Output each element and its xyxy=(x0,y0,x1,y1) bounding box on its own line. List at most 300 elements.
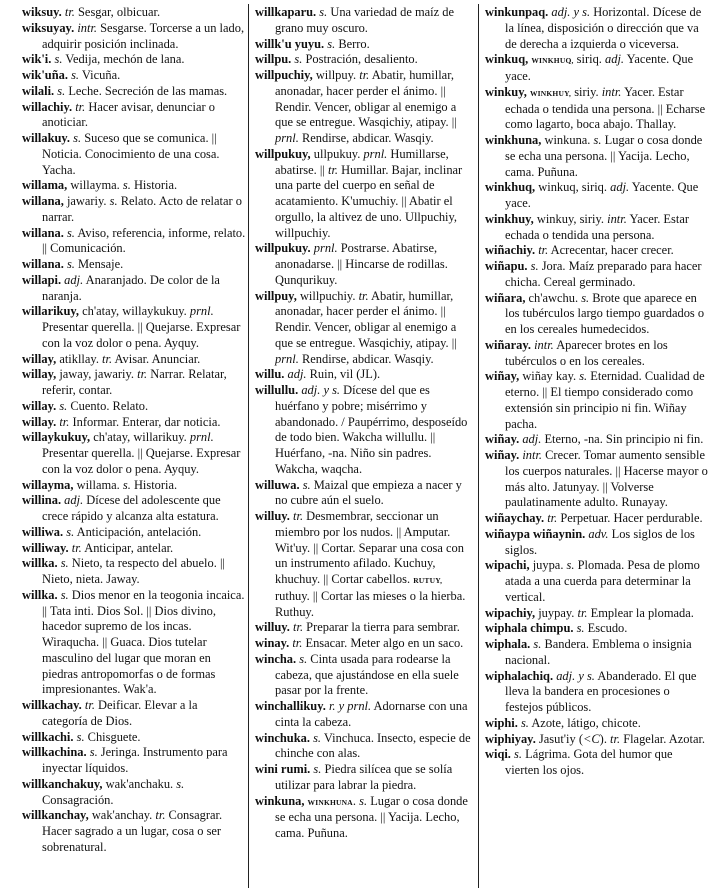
entry-definition-text: willpuy. xyxy=(312,68,357,82)
dictionary-entry xyxy=(485,511,709,527)
entry-headword: wipachiy, xyxy=(485,605,536,620)
entry-grammar-label: s. xyxy=(54,83,66,98)
entry-grammar-label: tr. xyxy=(289,636,303,650)
dictionary-entry xyxy=(22,84,246,100)
dictionary-entry xyxy=(485,338,709,370)
entry-definition-text: jawariy. xyxy=(63,194,107,208)
entry-headword: wiñaychay. xyxy=(485,511,545,525)
entry-headword: willpu. xyxy=(255,52,292,67)
entry-headword: willkachina. xyxy=(22,745,87,760)
entry-headword: wiñara, xyxy=(485,290,526,305)
entry-grammar-label: s. xyxy=(51,52,63,67)
dictionary-entry xyxy=(22,257,246,273)
entry-definition-text: Azote, látigo, chicote. xyxy=(528,715,641,730)
dictionary-entry xyxy=(255,147,474,242)
entry-headword: wiphala. xyxy=(485,637,531,651)
entry-definition-text: Consagración. xyxy=(42,792,114,807)
entry-headword: willana. xyxy=(22,257,64,271)
entry-headword: willpuy, xyxy=(255,288,297,303)
dictionary-entry xyxy=(485,621,709,637)
entry-definition-text: Desmembrar, seccionar un miembro por los nudos. || Amputar. Wit'uy. || Cortar. Separar una cosa con un instrumento afilado. Kuchuy, khuchuy. || Cortar cabellos. xyxy=(275,509,464,586)
entry-grammar-label: s. xyxy=(510,747,522,762)
entry-definition-text: Anaranjado. De color de la naranja. xyxy=(42,272,220,303)
entry-definition-text: Perpetuar. Hacer perdurable. xyxy=(557,511,703,525)
entry-grammar-label: adj. xyxy=(284,367,307,382)
entry-grammar-label: tr. xyxy=(544,511,558,525)
entry-grammar-label: s. xyxy=(119,477,131,492)
entry-definition-text: wak'anchay. xyxy=(88,808,153,823)
entry-headword: wilali. xyxy=(22,83,55,98)
entry-grammar-label: adj. y s. xyxy=(553,668,595,683)
entry-definition-text: Vicuña. xyxy=(79,68,121,82)
entry-definition-text: willpuchiy. xyxy=(296,288,356,303)
dictionary-entry xyxy=(255,289,474,368)
dictionary-entry xyxy=(22,478,246,494)
entry-headword: winkuna, xyxy=(255,793,305,808)
entry-definition-text: Dícese del adolescente que crece rápido y alcanza alta estatura. xyxy=(42,493,221,523)
dictionary-entry xyxy=(22,493,246,525)
entry-grammar-label: tr. xyxy=(574,605,588,620)
entry-definition-text: Chisguete. xyxy=(84,729,141,744)
column-1 xyxy=(22,5,246,856)
entry-grammar-label: intr. xyxy=(74,20,98,35)
entry-definition-text: ch'atay, willaykukuy. xyxy=(79,304,187,319)
column-3 xyxy=(485,5,709,779)
dictionary-entry xyxy=(22,352,246,368)
entry-definition-text: Una variedad de maíz de grano muy oscuro. xyxy=(275,5,454,35)
dictionary-entry xyxy=(485,212,709,244)
entry-definition-text: . xyxy=(352,793,357,808)
entry-grammar-label: prnl. xyxy=(275,351,299,366)
dictionary-entry xyxy=(255,509,474,620)
entry-headword: winkhuq, xyxy=(485,180,536,195)
dictionary-entry xyxy=(22,745,246,777)
entry-definition-text: Consagrar. Hacer sagrado a un lugar, cosa o ser sobrenatural. xyxy=(42,808,223,854)
entry-grammar-label: adj. y s. xyxy=(548,5,591,19)
dictionary-entry xyxy=(255,5,474,37)
dictionary-entry xyxy=(255,636,474,652)
dictionary-entry xyxy=(255,241,474,288)
entry-headword: winkunpaq. xyxy=(485,5,549,19)
entry-definition-text: Eternidad. Cualidad de eterno. || El tiempo considerado como extensión sin principio ni fin. Wiñay pacha. xyxy=(505,369,705,431)
entry-definition-text: Maizal que empieza a nacer y no cubre aún el suelo. xyxy=(275,477,462,508)
entry-grammar-label: s. xyxy=(57,587,69,602)
entry-definition-text: Bandera. Emblema o insignia nacional. xyxy=(505,637,692,667)
entry-headword: winay. xyxy=(255,636,290,650)
dictionary-entry xyxy=(485,448,709,511)
entry-definition-text: Abatir, humillar, anonadar, hacer perder el ánimo. || Rendir. Vencer, obligar al enemigo a que se entregue. Wasqichiy, atipay. || xyxy=(275,288,457,350)
entry-headword: williwa. xyxy=(22,524,64,539)
entry-grammar-label: adj. xyxy=(607,180,630,195)
entry-grammar-label: s. xyxy=(86,745,98,760)
dictionary-entry xyxy=(22,21,246,53)
entry-grammar-label: s. xyxy=(173,776,185,791)
entry-definition-text: Rendirse, abdicar. Wasqiy. xyxy=(298,131,434,145)
entry-headword: willay, xyxy=(22,351,57,366)
entry-headword: willay. xyxy=(22,414,57,429)
entry-headword: wincha. xyxy=(255,651,297,666)
entry-headword: willpukuy. xyxy=(255,241,311,256)
entry-grammar-label: tr. xyxy=(535,243,549,258)
entry-grammar-label: tr. xyxy=(289,620,304,635)
entry-definition-text: Los siglos de los siglos. xyxy=(505,526,695,557)
entry-definition-text: Postración, desaliento. xyxy=(302,52,418,67)
entry-definition-text: Informar. Enterar, dar noticia. xyxy=(69,414,221,429)
dictionary-entry xyxy=(255,652,474,699)
entry-grammar-label: tr. xyxy=(68,540,82,555)
dictionary-entry xyxy=(22,226,246,258)
entry-grammar-label: prnl. xyxy=(186,430,214,445)
entry-headword: willkanchakuy, xyxy=(22,776,103,791)
entry-definition-text: Jeringa. Instrumento para inyectar líquidos. xyxy=(42,745,228,775)
entry-headword: wiñaray. xyxy=(485,337,531,352)
dictionary-entry xyxy=(22,698,246,730)
entry-definition-text: Postrarse. Abatirse, anonadarse. || Hincarse de rodillas. Qunqurikuy. xyxy=(275,241,448,287)
dictionary-entry xyxy=(22,777,246,809)
entry-definition-text: Lágrima. Gota del humor que vierten los ojos. xyxy=(505,747,673,777)
entry-headword: wiphi. xyxy=(485,715,518,730)
dictionary-entry xyxy=(485,637,709,669)
entry-headword: willachiy. xyxy=(22,99,73,114)
entry-headword: wini rumi. xyxy=(255,762,311,776)
entry-definition-text: winkuq, siriq. xyxy=(535,180,608,195)
entry-definition-text: jaway, jawariy. xyxy=(56,367,135,382)
entry-definition-text: Emplear la plomada. xyxy=(587,605,694,620)
dictionary-entry xyxy=(22,588,246,698)
entry-definition-text: Eterno, -na. Sin principio ni fin. xyxy=(541,432,704,447)
dictionary-entry xyxy=(22,194,246,226)
entry-grammar-label: intr. xyxy=(530,337,554,352)
entry-definition-text: winkuy, siriy. xyxy=(533,211,604,226)
entry-grammar-label: tr. xyxy=(356,68,370,82)
entry-grammar-label: adj. xyxy=(61,493,84,508)
entry-grammar-label: s. xyxy=(63,257,75,271)
entry-headword: wiksuy. xyxy=(22,5,62,19)
entry-headword: wiñay, xyxy=(485,369,520,384)
entry-headword: wiñapu. xyxy=(485,259,528,273)
entry-grammar-label: s. xyxy=(590,133,602,147)
entry-definition-text: wiñay kay. xyxy=(519,369,577,384)
entry-grammar-label: s. xyxy=(63,225,75,240)
dictionary-entry xyxy=(22,273,246,305)
entry-headword: willka. xyxy=(22,587,58,602)
dictionary-entry xyxy=(22,730,246,746)
entry-headword: willarikuy, xyxy=(22,304,80,319)
entry-headword: willk'u yuyu. xyxy=(255,36,325,51)
entry-definition-text: Deificar. Elevar a la categoría de Dios. xyxy=(42,698,198,728)
entry-definition-text: Historia. xyxy=(130,178,178,193)
entry-grammar-label: tr. xyxy=(134,367,148,382)
column-2 xyxy=(255,5,474,842)
entry-definition-text: Sesgarse. Torcerse a un lado, adquirir posición inclinada. xyxy=(42,20,245,51)
dictionary-entry xyxy=(485,747,709,779)
entry-headword: williway. xyxy=(22,540,69,555)
dictionary-entry xyxy=(255,794,474,842)
entry-grammar-label: s. xyxy=(576,369,588,384)
entry-grammar-label: s. xyxy=(57,556,69,571)
entry-headword: wiksuyay. xyxy=(22,20,75,35)
entry-definition-text: Narrar. Relatar, referir, contar. xyxy=(42,367,227,397)
entry-headword: willaykukuy, xyxy=(22,430,91,445)
dictionary-entry xyxy=(22,367,246,399)
entry-grammar-label: s. xyxy=(578,290,590,305)
entry-smallcaps-variant: WINKHUQ, xyxy=(531,56,574,66)
entry-headword: winchallikuy. xyxy=(255,699,326,713)
entry-definition-text: siriq. xyxy=(573,52,602,67)
entry-definition-text: Horizontal. Dícese de la línea, disposición o dirección que va de derecha a izquierda o viceversa. xyxy=(505,5,702,51)
entry-headword: wik'uña. xyxy=(22,68,68,82)
entry-grammar-label: s. xyxy=(296,651,308,666)
entry-headword: wiñay. xyxy=(485,432,520,447)
entry-definition-text: Avisar. Anunciar. xyxy=(112,351,201,366)
entry-headword: willpuchiy, xyxy=(255,68,313,82)
entry-definition-text: willayma. xyxy=(67,178,120,193)
entry-definition-text: Dícese del que es huérfano y pobre; misérrimo y abandonado. / Paupérrimo, desposeído de todo bien. Wakcha willullu. || Huérfano, -na. Niño sin padres. Wakcha, waqcha. xyxy=(275,383,468,476)
entry-definition-text: Berro. xyxy=(335,36,370,51)
entry-definition-text: Ensacar. Meter algo en un saco. xyxy=(302,636,464,650)
entry-definition-text: ). xyxy=(599,731,607,746)
entry-grammar-label: r. y prnl. xyxy=(325,699,372,713)
entry-definition-text: Adornarse con una cinta la cabeza. xyxy=(275,699,468,729)
entry-grammar-label: s. xyxy=(316,5,328,19)
entry-definition-text: ch'awchu. xyxy=(525,290,579,305)
entry-definition-text: Dios menor en la teogonia incaica. || Tata inti. Dios Sol. || Dios divino, hacedor supremo de los incas. Wiraqucha. || Guaca. Dios tutelar masculino del lugar que moran en piedras antropomorfas o de formas impresionantes. Wak'a. xyxy=(42,587,245,697)
entry-definition-text: Yacente. Que yace. xyxy=(505,180,699,210)
dictionary-entry xyxy=(255,52,474,68)
dictionary-entry xyxy=(22,556,246,588)
entry-headword: wiphala chimpu. xyxy=(485,621,574,636)
entry-definition-text: wak'anchaku. xyxy=(102,776,174,791)
dictionary-entry xyxy=(485,606,709,622)
dictionary-entry xyxy=(485,85,709,133)
entry-definition-text: juypay. xyxy=(535,605,575,620)
entry-grammar-label: adj. y s. xyxy=(298,383,341,397)
entry-grammar-label: prnl. xyxy=(360,146,388,161)
entry-grammar-label: tr. xyxy=(324,162,339,177)
entry-definition-text: Flagelar. Azotar. xyxy=(620,731,706,746)
entry-definition-text: Anticipar, antelar. xyxy=(81,540,174,555)
dictionary-entry xyxy=(22,399,246,415)
entry-headword: winkhuna, xyxy=(485,133,542,147)
entry-definition-text: Relato. Acto de relatar o narrar. xyxy=(42,194,242,224)
dictionary-entry xyxy=(22,5,246,21)
entry-definition-text: Rendirse, abdicar. Wasqiy. xyxy=(298,351,434,366)
entry-grammar-label: s. xyxy=(356,793,368,808)
dictionary-entry xyxy=(485,432,709,448)
dictionary-entry xyxy=(22,68,246,84)
entry-smallcaps-variant: WINKHUY, xyxy=(529,88,572,98)
entry-smallcaps-variant: RUTUY, xyxy=(413,576,443,585)
entry-grammar-label: s. xyxy=(309,730,322,745)
entry-headword: winkuq, xyxy=(485,52,529,67)
entry-definition-text: Humillar. Bajar, inclinar una parte del cuerpo en señal de acatamiento. K'umuchiy. || Abatir el orgullo, la altivez de uno. Ullpuchiy, willpuchiy. xyxy=(275,162,463,240)
entry-grammar-label: s. xyxy=(119,178,131,193)
dictionary-entry xyxy=(22,808,246,855)
entry-headword: willkachi. xyxy=(22,729,74,744)
entry-definition-text: Ruin, vil (JL). xyxy=(306,367,381,382)
entry-definition-text: willama. xyxy=(73,477,120,492)
entry-headword: willuy. xyxy=(255,620,290,635)
entry-definition-text: Jora. Maíz preparado para hacer chicha. Cereal germinado. xyxy=(505,259,702,289)
entry-grammar-label: adj. xyxy=(61,272,84,287)
entry-grammar-label: s. xyxy=(324,36,336,51)
entry-definition-text: juypa. xyxy=(529,558,564,573)
entry-definition-text: Sesgar, olbicuar. xyxy=(74,5,161,19)
dictionary-entry xyxy=(22,178,246,194)
entry-headword: wiphalachiq. xyxy=(485,668,554,683)
entry-definition-text: Presentar querella. || Quejarse. Expresar con la voz dolor o pena. Ayquy. xyxy=(42,320,241,350)
entry-headword: willana, xyxy=(22,194,64,208)
entry-definition-text: Aparecer brotes en los tubérculos o en los cereales. xyxy=(505,337,668,368)
dictionary-entry xyxy=(22,415,246,431)
entry-headword: willkachay. xyxy=(22,698,82,712)
dictionary-entry xyxy=(22,131,246,178)
dictionary-entry xyxy=(485,369,709,432)
entry-definition-text: ullpukuy. xyxy=(310,146,361,161)
entry-definition-text: ch'atay, willarikuy. xyxy=(90,430,187,445)
entry-grammar-label: tr. xyxy=(56,414,70,429)
entry-headword: willayma, xyxy=(22,477,74,492)
dictionary-entry xyxy=(485,133,709,180)
entry-grammar-label: s. xyxy=(63,524,75,539)
entry-definition-text: Cuento. Relato. xyxy=(67,398,149,413)
entry-headword: willpukuy, xyxy=(255,146,311,161)
entry-smallcaps-variant: WINKHUNA xyxy=(307,797,353,807)
entry-definition-text: siriy. xyxy=(571,84,599,99)
dictionary-entry xyxy=(485,180,709,212)
entry-headword: willay, xyxy=(22,367,57,382)
entry-grammar-label: prnl. xyxy=(186,304,214,319)
entry-grammar-label: tr. xyxy=(289,509,304,523)
entry-headword: willu. xyxy=(255,367,285,382)
entry-definition-text: Yacente. Que yace. xyxy=(505,52,694,83)
entry-grammar-label: s. xyxy=(73,729,85,744)
entry-definition-text: Preparar la tierra para sembrar. xyxy=(303,620,460,635)
entry-headword: willka. xyxy=(22,556,58,571)
entry-definition-text: Lugar o cosa donde se echa una persona. || Yacija. Lecho, cama. Puñuna. xyxy=(275,793,468,840)
entry-headword: willuy. xyxy=(255,509,290,523)
dictionary-entry xyxy=(22,100,246,132)
entry-definition-text: Anticipación, antelación. xyxy=(74,524,202,539)
dictionary-entry xyxy=(255,620,474,636)
dictionary-entry xyxy=(485,527,709,559)
dictionary-entry xyxy=(22,52,246,68)
entry-grammar-label: s. xyxy=(299,477,311,492)
entry-grammar-label: tr. xyxy=(606,731,621,746)
dictionary-entry xyxy=(255,731,474,763)
entry-grammar-label: s. xyxy=(573,621,585,636)
entry-grammar-label: s. xyxy=(563,558,575,573)
dictionary-entry xyxy=(485,669,709,716)
entry-definition-text: Nieto, ta respecto del abuelo. || Nieto, nieta. Jaway. xyxy=(42,556,225,586)
entry-headword: willullu. xyxy=(255,383,299,397)
entry-headword: winkuy, xyxy=(485,84,527,99)
entry-grammar-label: intr. xyxy=(519,448,543,462)
entry-definition-text: Abanderado. El que lleva la bandera en procesiones o festejos públicos. xyxy=(505,668,697,714)
entry-definition-text: Suceso que se comunica. || Noticia. Conocimiento de una cosa. Yacha. xyxy=(42,131,220,177)
entry-definition-text: Plomada. Pesa de plomo atada a una cuerda para determinar la vertical. xyxy=(505,558,700,604)
entry-definition-text: Cinta usada para rodearse la cabeza, que ajustándose en ella suele pasar por la frente. xyxy=(275,651,459,698)
entry-grammar-label: tr. xyxy=(355,288,369,303)
entry-grammar-label: s. xyxy=(106,194,118,208)
entry-definition-text: Acrecentar, hacer crecer. xyxy=(548,243,674,258)
dictionary-entry xyxy=(255,68,474,147)
entry-definition-text: atikllay. xyxy=(56,351,99,366)
dictionary-entry xyxy=(485,243,709,259)
entry-definition-text: Jasut'iy ( xyxy=(535,731,583,746)
entry-definition-text: Abatir, humillar, anonadar, hacer perder el ánimo. || Rendir. Vencer, obligar al enemigo a que se entregue. Wasqichiy, atipay. || xyxy=(275,68,457,130)
entry-headword: willay. xyxy=(22,398,57,413)
dictionary-entry xyxy=(22,304,246,351)
entry-headword: wiqi. xyxy=(485,747,511,762)
entry-grammar-label: tr. xyxy=(61,5,75,19)
entry-headword: willana. xyxy=(22,225,64,240)
entry-grammar-label: tr. xyxy=(152,808,166,823)
entry-grammar-label: adj. xyxy=(601,52,625,67)
dictionary-entry xyxy=(22,525,246,541)
entry-headword: willkaparu. xyxy=(255,5,317,19)
entry-definition-text: Crecer. Tomar aumento sensible los cuerpos naturales. || Hacerse mayor o más alto. Jatunyay. || Volverse paulatinamente adulto. Runayay. xyxy=(505,448,708,510)
entry-headword: willuwa. xyxy=(255,477,300,492)
entry-definition-text: Historia. xyxy=(130,477,178,492)
entry-headword: winkhuy, xyxy=(485,211,534,226)
dictionary-entry xyxy=(22,430,246,477)
dictionary-entry xyxy=(255,762,474,794)
entry-grammar-label: tr. xyxy=(72,99,86,114)
entry-grammar-label: s. xyxy=(56,398,68,413)
entry-definition-text: Hacer avisar, denunciar o anoticiar. xyxy=(42,99,215,130)
entry-headword: wik'i. xyxy=(22,52,52,67)
entry-grammar-label: s. xyxy=(527,259,539,273)
dictionary-entry xyxy=(485,558,709,605)
dictionary-entry xyxy=(255,699,474,731)
entry-grammar-label: tr. xyxy=(98,351,113,366)
entry-definition-text: Vinchuca. Insecto, especie de chinche con alas. xyxy=(275,730,471,761)
dictionary-entry xyxy=(485,52,709,85)
entry-grammar-label: s. xyxy=(530,637,542,651)
dictionary-entry xyxy=(255,383,474,478)
entry-grammar-label: s. xyxy=(70,131,82,145)
entry-grammar-label: intr. xyxy=(598,84,622,99)
entry-definition-text: Presentar querella. || Quejarse. Expresar con la voz dolor o pena. Ayquy. xyxy=(42,446,241,476)
entry-grammar-label: adj. xyxy=(519,432,542,447)
entry-definition-text: Yacer. Estar echada o tendida una persona. xyxy=(505,211,689,242)
entry-definition-text: Yacer. Estar echada o tendida una persona. || Echarse como lagarto, boca abajo. Thallay. xyxy=(505,84,706,132)
entry-grammar-label: s. xyxy=(67,68,80,82)
entry-headword: willapi. xyxy=(22,272,62,287)
dictionary-entry xyxy=(485,5,709,52)
entry-grammar-label: intr. xyxy=(604,211,627,226)
entry-definition-text: Aviso, referencia, informe, relato. || Comunicación. xyxy=(42,225,246,256)
entry-definition-text: ruthuy. || Cortar las mieses o la hierba. Ruthuy. xyxy=(275,588,466,619)
entry-definition-text: Vedija, mechón de lana. xyxy=(62,52,185,67)
entry-definition-text: Mensaje. xyxy=(74,257,124,271)
entry-grammar-label: s. xyxy=(291,52,303,67)
entry-headword: willkanchay, xyxy=(22,808,89,823)
entry-headword: wiñachiy. xyxy=(485,243,536,258)
dictionary-entry xyxy=(485,291,709,338)
entry-definition-text: Piedra silícea que se solía utilizar para labrar la piedra. xyxy=(275,762,453,792)
column-divider xyxy=(248,4,249,888)
dictionary-entry xyxy=(485,716,709,732)
dictionary-entry xyxy=(255,37,474,53)
entry-definition-text: Lugar o cosa donde se echa una persona. || Yacija. Lecho, cama. Puñuna. xyxy=(505,133,703,179)
entry-grammar-label: prnl. xyxy=(275,131,299,145)
column-divider xyxy=(478,4,479,888)
entry-definition-text: winkuna. xyxy=(541,133,591,147)
entry-headword: wiñaypa wiñaynin. xyxy=(485,526,586,541)
entry-grammar-label: s. xyxy=(517,715,529,730)
